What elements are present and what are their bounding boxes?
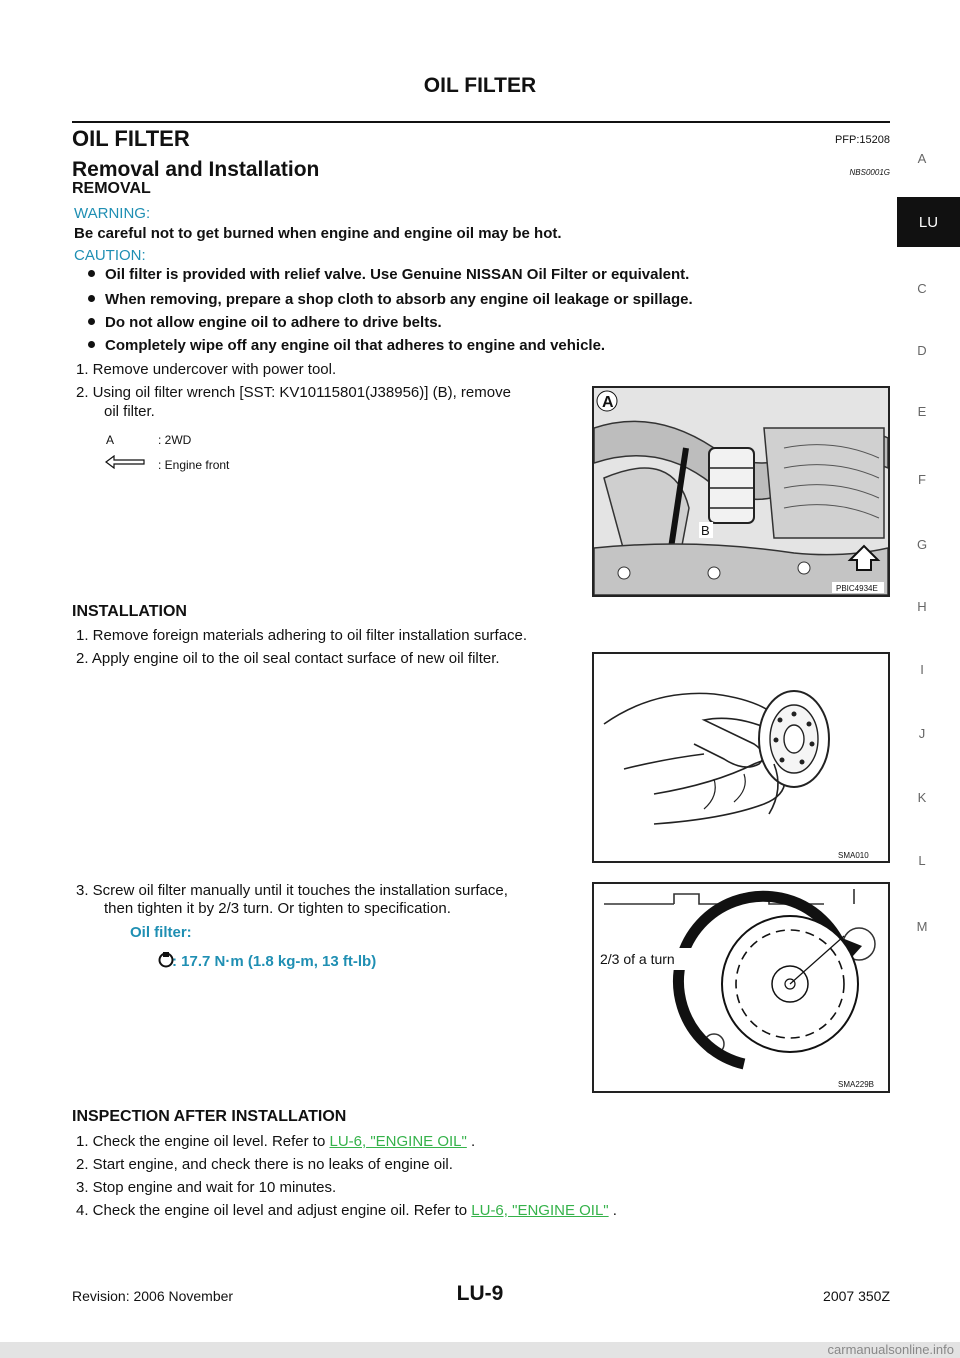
footer-page-number: LU-9 xyxy=(456,1282,504,1305)
installation-step-3: 3. Screw oil filter manually until it touches the installation surface, xyxy=(76,882,508,899)
inspection-step-4: 4. Check the engine oil level and adjust engine oil. Refer to LU-6, "ENGINE OIL" . xyxy=(76,1202,617,1219)
figure1-code: PBIC4934E xyxy=(836,584,878,593)
removal-step-1: 1. Remove undercover with power tool. xyxy=(76,361,337,378)
footer-model: 2007 350Z xyxy=(823,1288,890,1304)
figure2-code: SMA010 xyxy=(838,851,869,860)
watermark-bar xyxy=(0,1342,960,1358)
header-rule xyxy=(72,121,890,123)
index-tab-j[interactable]: J xyxy=(918,726,926,741)
index-tab-m[interactable]: M xyxy=(916,919,928,934)
bullet-icon xyxy=(88,318,95,325)
legend-a-key: A xyxy=(106,433,115,447)
caution-item: Completely wipe off any engine oil that adheres to engine and vehicle. xyxy=(88,337,605,354)
oil-filter-turn-illustration xyxy=(594,884,888,1091)
bullet-icon xyxy=(88,341,95,348)
legend-arrow-value: : Engine front xyxy=(158,458,230,472)
subsection-title: Removal and Installation xyxy=(72,158,320,181)
figure1-label-a: A xyxy=(602,394,614,411)
figure-apply-oil xyxy=(592,652,890,863)
removal-step-2-cont: oil filter. xyxy=(104,403,155,420)
index-tab-k[interactable]: K xyxy=(917,790,927,805)
index-tab-d[interactable]: D xyxy=(917,343,927,358)
figure-tighten-turn xyxy=(592,882,890,1093)
turn-label: 2/3 of a turn xyxy=(600,951,675,967)
caution-item: Do not allow engine oil to adhere to drive belts. xyxy=(88,314,442,331)
installation-heading: INSTALLATION xyxy=(72,603,187,620)
index-tab-l[interactable]: L xyxy=(918,853,926,868)
engine-bay-illustration xyxy=(594,388,888,595)
legend-a-value: : 2WD xyxy=(158,433,192,447)
hand-oil-filter-illustration xyxy=(594,654,888,861)
caution-label: CAUTION: xyxy=(74,247,146,264)
installation-step-2: 2. Apply engine oil to the oil seal contact surface of new oil filter. xyxy=(76,650,500,667)
warning-label: WARNING: xyxy=(74,205,151,222)
spec-value: : 17.7 N·m (1.8 kg-m, 13 ft-lb) xyxy=(172,953,377,970)
figure-oil-filter-removal xyxy=(592,386,890,597)
subsection-ref-code: NBS0001G xyxy=(849,168,890,177)
index-tab-i[interactable]: I xyxy=(920,662,924,677)
engine-oil-link[interactable]: LU-6, "ENGINE OIL" xyxy=(471,1202,609,1219)
caution-item: When removing, prepare a shop cloth to absorb any engine oil leakage or spillage. xyxy=(88,291,693,308)
index-tab-e[interactable]: E xyxy=(917,404,927,419)
inspection-heading: INSPECTION AFTER INSTALLATION xyxy=(72,1108,347,1125)
watermark-text: carmanualsonline.info xyxy=(827,1342,954,1357)
inspection-step-1: 1. Check the engine oil level. Refer to LU-6, "ENGINE OIL" . xyxy=(76,1133,476,1150)
inspection-step-2: 2. Start engine, and check there is no leaks of engine oil. xyxy=(76,1156,453,1173)
removal-heading: REMOVAL xyxy=(72,180,151,197)
warning-text: Be careful not to get burned when engine and engine oil may be hot. xyxy=(74,225,562,242)
figure3-code: SMA229B xyxy=(838,1080,875,1089)
footer-revision: Revision: 2006 November xyxy=(72,1288,234,1304)
bullet-icon xyxy=(88,295,95,302)
index-tab-c[interactable]: C xyxy=(917,281,927,296)
spec-label: Oil filter: xyxy=(130,924,192,941)
installation-step-1: 1. Remove foreign materials adhering to oil filter installation surface. xyxy=(76,627,528,644)
inspection-step-3: 3. Stop engine and wait for 10 minutes. xyxy=(76,1179,337,1196)
pfp-code: PFP:15208 xyxy=(834,134,890,146)
arrow-left-icon xyxy=(104,455,148,469)
index-tab-h[interactable]: H xyxy=(917,599,927,614)
caution-item: Oil filter is provided with relief valve. Use Genuine NISSAN Oil Filter or equivalent. xyxy=(88,266,689,283)
figure1-label-b: B xyxy=(701,523,710,538)
removal-step-2: 2. Using oil filter wrench [SST: KV10115801(J38956)] (B), remove xyxy=(76,384,511,401)
index-tab-a[interactable]: A xyxy=(917,151,927,166)
index-tab-g[interactable]: G xyxy=(916,537,928,552)
index-tab-f[interactable]: F xyxy=(918,472,926,487)
engine-oil-link[interactable]: LU-6, "ENGINE OIL" xyxy=(329,1133,467,1150)
bullet-icon xyxy=(88,270,95,277)
installation-step-3-cont: then tighten it by 2/3 turn. Or tighten to specification. xyxy=(104,900,451,917)
index-tab-lu-active[interactable]: LU xyxy=(897,197,960,247)
page-header-title: OIL FILTER xyxy=(423,74,537,97)
section-title: OIL FILTER xyxy=(72,126,190,151)
